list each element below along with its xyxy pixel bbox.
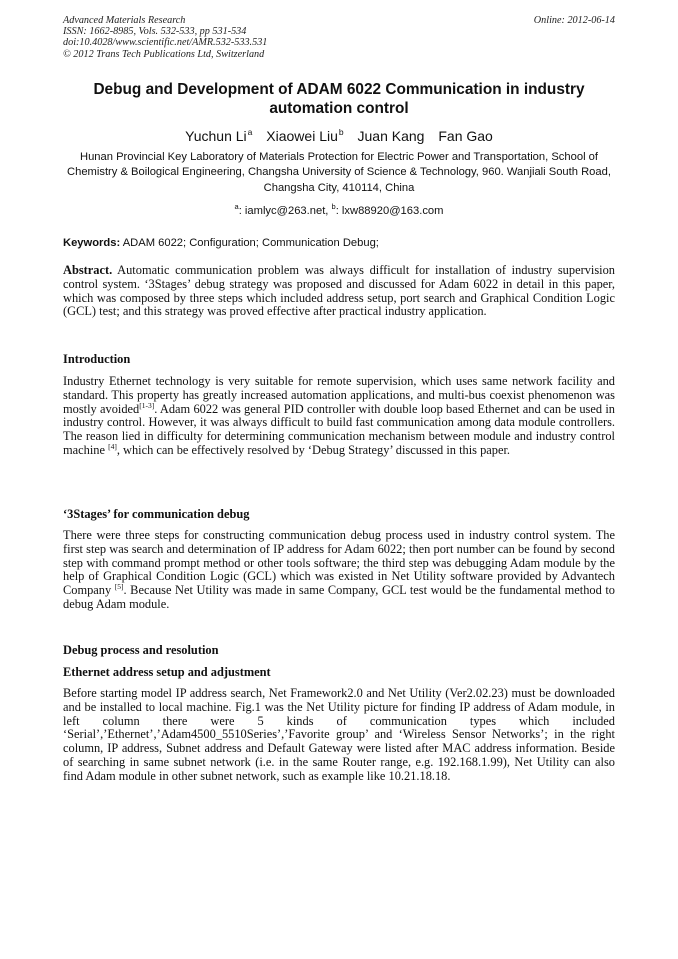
journal-doi: doi:10.4028/www.scientific.net/AMR.532-533.531 — [63, 37, 268, 49]
abstract-label: Abstract. — [63, 263, 113, 277]
author-list — [63, 123, 615, 145]
citation: [5] — [114, 582, 124, 592]
stages-paragraph: There were three steps for constructing communication debug process used in industry control system. The first step was search and determination of IP address for Adam 6022; then port number can be found by second step with command prompt method or other tools software; the third step was debugging Adam module by the help of Graphical Condition Logic (GCL) which was existed in Net Utility software provided by Advantech Company [5]. Because Net Utility was made in same Company, GCL test would be the fundamental method to debug Adam module. — [63, 528, 616, 611]
journal-issn: ISSN: 1662-8985, Vols. 532-533, pp 531-534 — [63, 26, 247, 38]
abstract — [63, 264, 615, 319]
author: Yuchun Li$^a$ — [185, 127, 253, 144]
section-heading-debug: Debug process and resolution — [63, 643, 219, 657]
journal-name: Advanced Materials Research — [63, 15, 186, 26]
citation: [1-3] — [139, 400, 155, 410]
citation: [4] — [108, 441, 117, 451]
author: Juan Kang — [357, 128, 425, 144]
paper-title: Debug and Development of ADAM 6022 Communication in industry automation control — [93, 81, 585, 117]
section-heading-introduction: Introduction — [63, 352, 131, 366]
section-heading-3stages: ‘3Stages’ for communication debug — [63, 507, 250, 521]
keywords — [63, 236, 615, 250]
ethernet-paragraph: Before starting model IP address search, Net Framework2.0 and Net Utility (Ver2.02.23) must be downloaded and be installed to local machine. Fig.1 was the Net Utility picture for finding IP address of Adam module, in left column there were 5 kinds of communication types which included ‘Serial’,’Ethernet’,’Adam4500_5510Series’,’Favorite group’ and ‘Wireless Sensor Networks’; in the right column, IP address, Subnet address and Default Gateway were listed after MAC address information. Beside of searching in same subnet network (i.e. in the same Router range, e.g. 192.168.1.99), Net Utility can also find Adam module in other subnet network, such as example like 10.21.18.18. — [63, 686, 615, 783]
keywords-label: Keywords: — [63, 237, 121, 249]
abstract-text: Automatic communication problem was always difficult for installation of industry supervision control system. ‘3Stages’ debug strategy was proposed and discussed for Adam 6022 in detail in this paper, which was composed by three steps which included address setup, port search and Graphical Condition Logic (GCL) test; and this strategy was proved effective after practical industry application. — [63, 263, 615, 319]
affiliation: Hunan Provincial Key Laboratory of Materials Protection for Electric Power and Transportation, School of Chemistry & Boilogical Engineering, Changsha University of Science & Technology, 960. Wanjiali South Road, Changsha City, 410114, China — [67, 151, 611, 194]
author-emails: $^a$: iamlyc@263.net, $^b$: lxw88920@163.com — [234, 202, 444, 217]
journal-header — [63, 15, 615, 60]
introduction-paragraph: Industry Ethernet technology is very suitable for remote supervision, which uses same network facility and standard. This property has greatly increased automation applications, and multi-bus coexist phenomenon was mostly avoided[1-3]. Adam 6022 was general PID controller with double loop based Ethernet and can be used in industry control. However, it was always difficult to build fast communication among data module controllers. The reason lied in difficulty for determining communication mechanism between module and industry control machine [4], which can be effectively resolved by ‘Debug Strategy’ discussed in this paper. — [63, 374, 615, 457]
journal-info — [63, 15, 615, 60]
author: Xiaowei Liu$^b$ — [266, 127, 344, 144]
author: Fan Gao — [438, 128, 493, 144]
journal-copyright: © 2012 Trans Tech Publications Ltd, Switzerland — [63, 48, 265, 60]
keywords-text: ADAM 6022; Configuration; Communication Debug; — [120, 237, 379, 249]
online-date: Online: 2012-06-14 — [533, 15, 615, 26]
subsection-heading-ethernet: Ethernet address setup and adjustment — [63, 665, 271, 679]
